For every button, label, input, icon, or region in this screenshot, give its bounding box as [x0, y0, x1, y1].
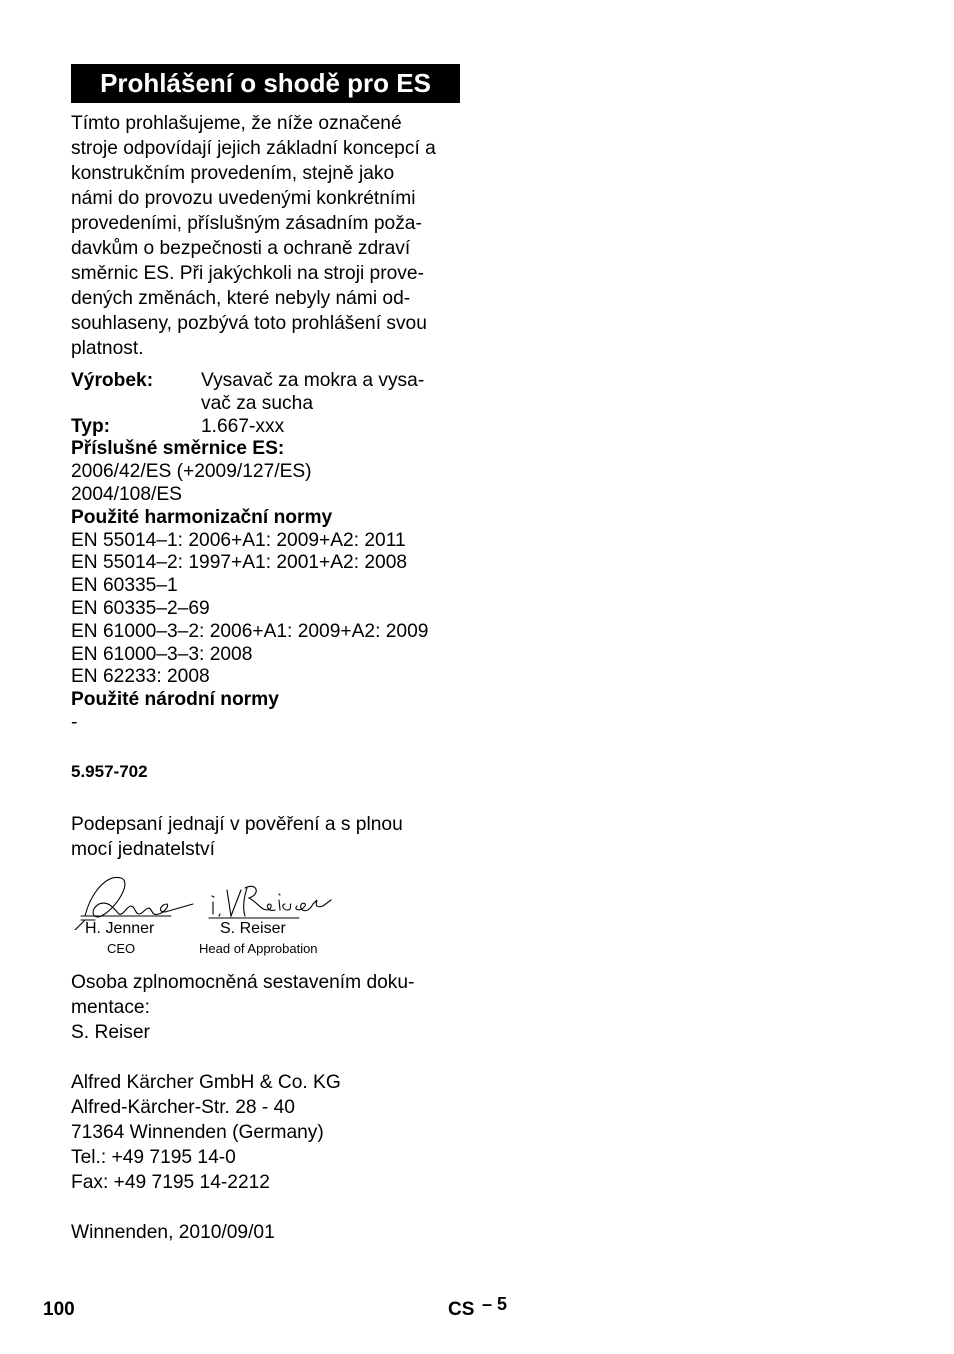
- place-date: Winnenden, 2010/09/01: [71, 1222, 275, 1243]
- signature-area: [71, 870, 371, 960]
- documentation-line: S. Reiser: [71, 1022, 150, 1043]
- directive-item: 2006/42/ES (+2009/127/ES): [71, 461, 312, 483]
- signatory-role: CEO: [107, 941, 136, 956]
- national-heading: Použité národní normy: [71, 689, 279, 711]
- section-page: – 5: [482, 1294, 508, 1314]
- signature-reiser: [212, 886, 331, 916]
- product-value-line: Vysavač za mokra a vysa-: [201, 370, 425, 391]
- specifications: [71, 370, 461, 735]
- product-value-line: vač za sucha: [201, 392, 313, 414]
- documentation-line: Osoba zplnomocněná sestavením doku-: [71, 972, 415, 993]
- signature-jenner: [81, 877, 193, 920]
- harmonized-item: EN 61000–3–2: 2006+A1: 2009+A2: 2009: [71, 620, 429, 642]
- intro-line: stroje odpovídají jejich základní koncepcí a: [71, 138, 436, 159]
- product-value: [201, 370, 461, 416]
- type-label: Typ:: [71, 415, 111, 437]
- harmonized-item: EN 60335–1: [71, 575, 178, 597]
- product-label: Výrobek:: [71, 370, 154, 391]
- product-row: [71, 370, 461, 416]
- company-address: [71, 1070, 461, 1195]
- address-line: Alfred-Kärcher-Str. 28 - 40: [71, 1097, 295, 1118]
- type-value: 1.667-xxx: [201, 415, 285, 437]
- harmonized-item: EN 61000–3–3: 2008: [71, 643, 253, 665]
- harmonized-item: EN 60335–2–69: [71, 597, 210, 619]
- intro-paragraph: [71, 111, 461, 361]
- signatory-role: Head of Approbation: [199, 941, 318, 956]
- page-number: 100: [43, 1299, 75, 1320]
- signers-note-line: mocí jednatelství: [71, 839, 215, 860]
- harmonized-item: EN 55014–1: 2006+A1: 2009+A2: 2011: [71, 529, 406, 551]
- address-line: Tel.: +49 7195 14-0: [71, 1147, 236, 1168]
- intro-line: námi do provozu uvedenými konkrétními: [71, 188, 416, 209]
- signers-note-line: Podepsaní jednají v pověření a s plnou: [71, 814, 403, 835]
- harmonized-item: EN 55014–2: 1997+A1: 2001+A2: 2008: [71, 552, 408, 574]
- address-line: 71364 Winnenden (Germany): [71, 1122, 324, 1143]
- intro-line: provedeními, příslušným zásadním poža-: [71, 213, 422, 234]
- intro-line: směrnic ES. Při jakýchkoli na stroji prove-: [71, 263, 424, 284]
- page-title: Prohlášení o shodě pro ES: [71, 64, 460, 103]
- directives-heading: Příslušné směrnice ES:: [71, 438, 285, 460]
- directive-item: 2004/108/ES: [71, 483, 182, 505]
- language-code: CS: [448, 1299, 475, 1320]
- intro-line: dených změnách, které nebyly námi od-: [71, 288, 411, 309]
- intro-line: Tímto prohlašujeme, že níže označené: [71, 113, 402, 134]
- documentation-line: mentace:: [71, 997, 150, 1018]
- signers-note: [71, 812, 461, 862]
- signatory-name: H. Jenner: [85, 920, 155, 937]
- address-line: Fax: +49 7195 14-2212: [71, 1172, 270, 1193]
- signatory-name: S. Reiser: [220, 920, 286, 937]
- address-line: Alfred Kärcher GmbH & Co. KG: [71, 1072, 341, 1093]
- intro-line: platnost.: [71, 338, 144, 359]
- harmonized-item: EN 62233: 2008: [71, 666, 210, 688]
- document-number: 5.957-702: [71, 762, 148, 781]
- national-value: -: [71, 711, 78, 733]
- harmonized-heading: Použité harmonizační normy: [71, 506, 333, 528]
- signature-jenner-flourish: [73, 920, 85, 930]
- documentation-person: [71, 970, 461, 1045]
- intro-line: konstrukčním provedením, stejně jako: [71, 163, 395, 184]
- intro-line: davkům o bezpečnosti a ochraně zdraví: [71, 238, 411, 259]
- type-row: [71, 416, 461, 439]
- intro-line: souhlaseny, pozbývá toto prohlášení svou: [71, 313, 427, 334]
